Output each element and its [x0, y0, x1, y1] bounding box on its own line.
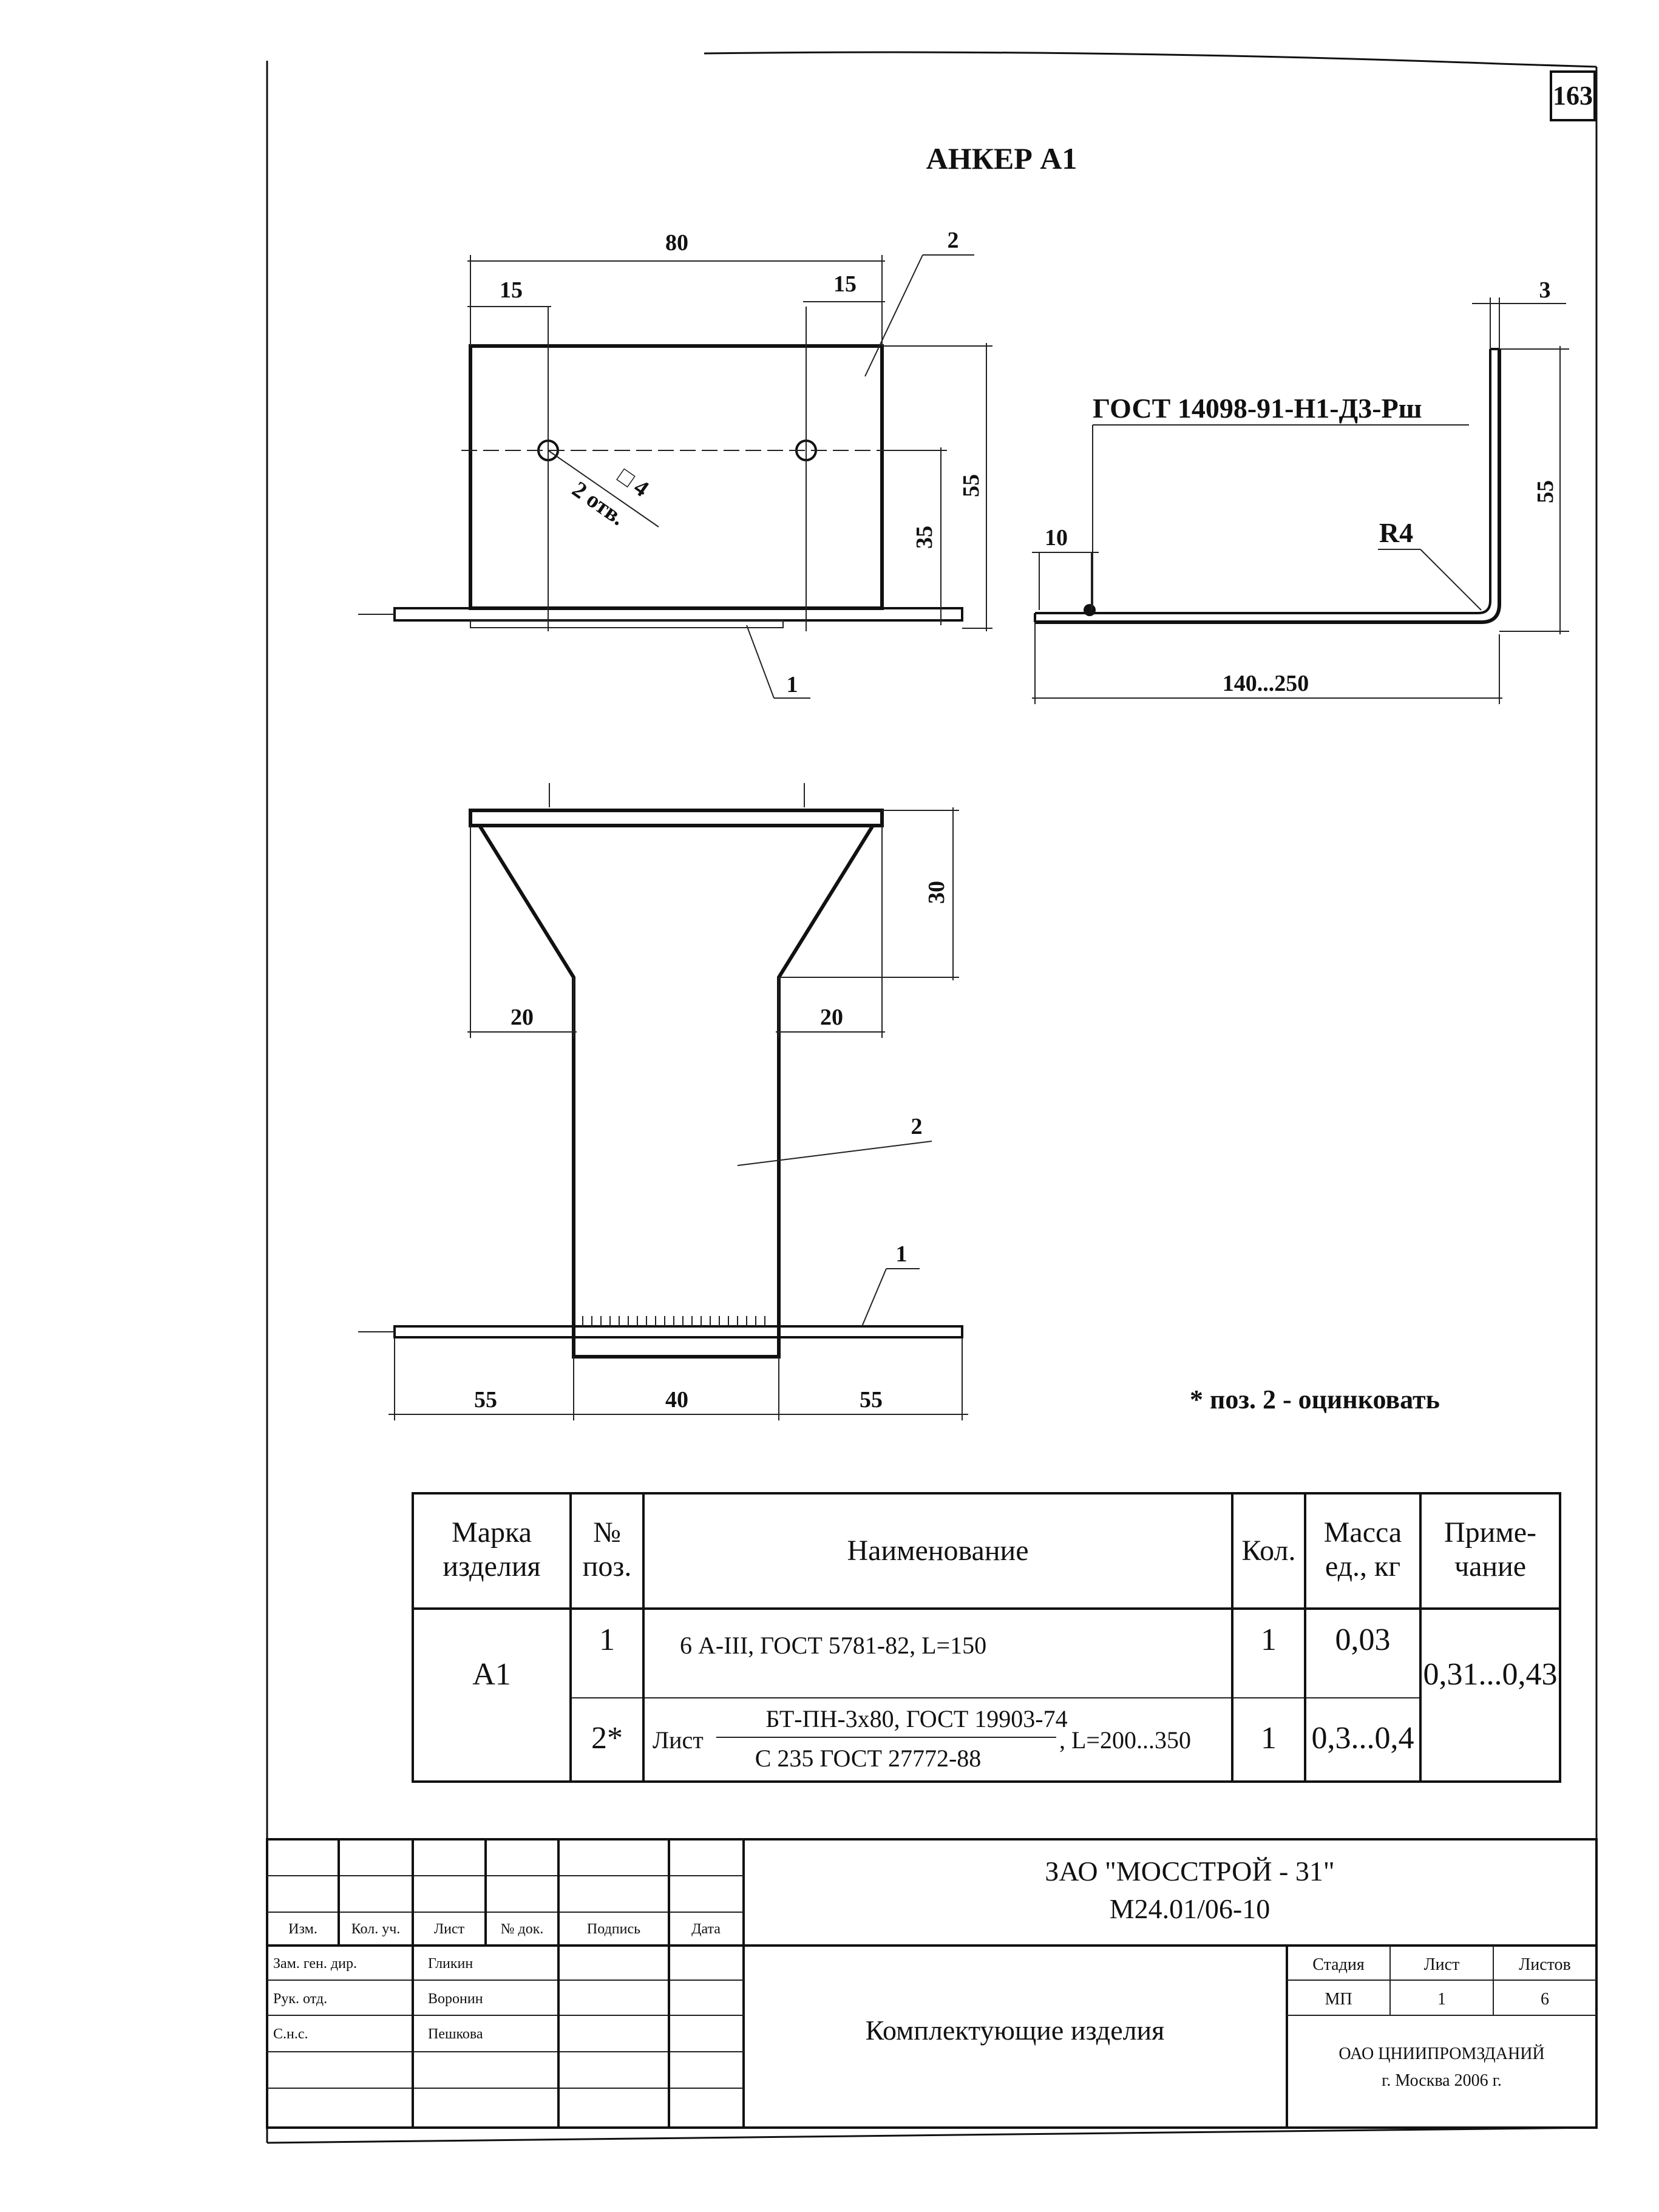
dim-bottom-55-right: 55 [860, 1387, 883, 1413]
dim-thickness-3: 3 [1539, 277, 1551, 303]
dim-left-15: 15 [500, 277, 523, 303]
dim-right-15: 15 [833, 271, 857, 297]
tb-col-list: Лист [433, 1921, 465, 1937]
tb-sheet: 1 [1437, 1990, 1446, 2009]
header-pos-1: № [593, 1516, 621, 1549]
hole-size-label: □ 4 [612, 463, 654, 502]
dim-bottom-55-left: 55 [474, 1387, 497, 1413]
tb-sheets: 6 [1541, 1990, 1549, 2009]
callout-2-top: 2 [911, 1114, 923, 1139]
header-pos-2: поз. [582, 1550, 632, 1583]
weld-point [1084, 604, 1096, 616]
side-bent-bar [1035, 349, 1499, 622]
radius-r4: R4 [1379, 517, 1414, 548]
tb-name-1: Гликин [428, 1956, 473, 1972]
tb-col-date: Дата [691, 1921, 721, 1937]
tb-role-2: Рук. отд. [273, 1991, 328, 2007]
dim-bottom-40: 40 [665, 1387, 688, 1413]
header-mark-1: Марка [452, 1516, 532, 1549]
cell-mark: А1 [472, 1657, 511, 1692]
tb-org: ОАО ЦНИИПРОМЗДАНИЙ [1338, 2044, 1545, 2063]
top-rebar [395, 1326, 962, 1337]
tb-company: ЗАО "МОССТРОЙ - 31" [1045, 1856, 1335, 1887]
row1-mass: 0,03 [1335, 1623, 1391, 1657]
row2-mass: 0,3...0,4 [1311, 1721, 1414, 1756]
tb-name-2: Воронин [428, 1991, 483, 2007]
hole-count-label: 2 отв. [567, 476, 630, 531]
dim-right-flange-20: 20 [820, 1005, 843, 1030]
dim-flange-30: 30 [924, 881, 949, 904]
row1-name: 6 А-III, ГОСТ 5781-82, L=150 [680, 1632, 987, 1659]
callout-1-top: 1 [895, 1241, 908, 1267]
tb-col-izm: Изм. [288, 1921, 317, 1937]
page-number-box [1551, 72, 1595, 120]
row1-pos: 1 [599, 1623, 615, 1657]
header-name: Наименование [847, 1535, 1029, 1567]
tb-stage-label: Стадия [1312, 1955, 1365, 1974]
row2-pos: 2* [591, 1721, 623, 1756]
dim-height-55-front: 55 [958, 474, 984, 497]
header-qty: Кол. [1241, 1535, 1296, 1567]
page-frame [267, 52, 1596, 2143]
cell-total-note: 0,31...0,43 [1423, 1657, 1558, 1692]
tb-col-sign: Подпись [586, 1921, 641, 1937]
dim-height-55-side: 55 [1533, 480, 1558, 503]
row2-name-top: БТ-ПН-3х80, ГОСТ 19903-74 [765, 1705, 1068, 1732]
tb-col-kol: Кол. уч. [351, 1921, 401, 1937]
row2-name-suffix: , L=200...350 [1059, 1726, 1191, 1754]
front-view [358, 228, 992, 698]
dim-weld-10: 10 [1045, 525, 1068, 551]
top-plate-outline [480, 826, 873, 1357]
dim-hole-35: 35 [912, 526, 937, 549]
header-note-1: Приме- [1444, 1516, 1537, 1549]
gost-label: ГОСТ 14098-91-Н1-Д3-Рш [1093, 393, 1422, 424]
row2-name-prefix: Лист [653, 1726, 704, 1754]
tb-org-city: г. Москва 2006 г. [1382, 2071, 1502, 2090]
header-mark-2: изделия [443, 1550, 541, 1583]
title-block [267, 1839, 1596, 2128]
weld-hatch [583, 1316, 765, 1326]
callout-2-front: 2 [947, 228, 959, 253]
galvanize-note: * поз. 2 - оцинковать [1190, 1385, 1440, 1414]
header-mass-2: ед., кг [1325, 1550, 1401, 1583]
row1-qty: 1 [1261, 1623, 1277, 1657]
tb-name-3: Пешкова [428, 2026, 483, 2042]
front-plate [470, 346, 882, 608]
tb-stage: МП [1325, 1990, 1352, 2009]
drawing-title: АНКЕР А1 [926, 141, 1077, 175]
dim-left-flange-20: 20 [511, 1005, 534, 1030]
header-mass-1: Масса [1323, 1516, 1402, 1549]
tb-sheet-label: Лист [1423, 1955, 1460, 1974]
side-view [1032, 277, 1569, 704]
dim-length-140-250: 140...250 [1222, 671, 1309, 696]
top-view [358, 783, 968, 1420]
tb-doc-code: М24.01/06-10 [1109, 1893, 1271, 1924]
dim-width-80: 80 [665, 230, 688, 256]
tb-col-doc: № док. [500, 1921, 544, 1937]
spec-table [413, 1493, 1560, 1782]
tb-role-3: С.н.с. [273, 2026, 308, 2042]
tb-doc-title: Комплектующие изделия [865, 2015, 1165, 2046]
row2-name-bottom: С 235 ГОСТ 27772-88 [755, 1745, 982, 1772]
page-number: 163 [1553, 81, 1593, 110]
tb-role-1: Зам. ген. дир. [273, 1956, 357, 1972]
header-note-2: чание [1454, 1550, 1527, 1583]
callout-1-front: 1 [786, 672, 798, 697]
tb-sheets-label: Листов [1519, 1955, 1571, 1974]
row2-qty: 1 [1261, 1721, 1277, 1756]
